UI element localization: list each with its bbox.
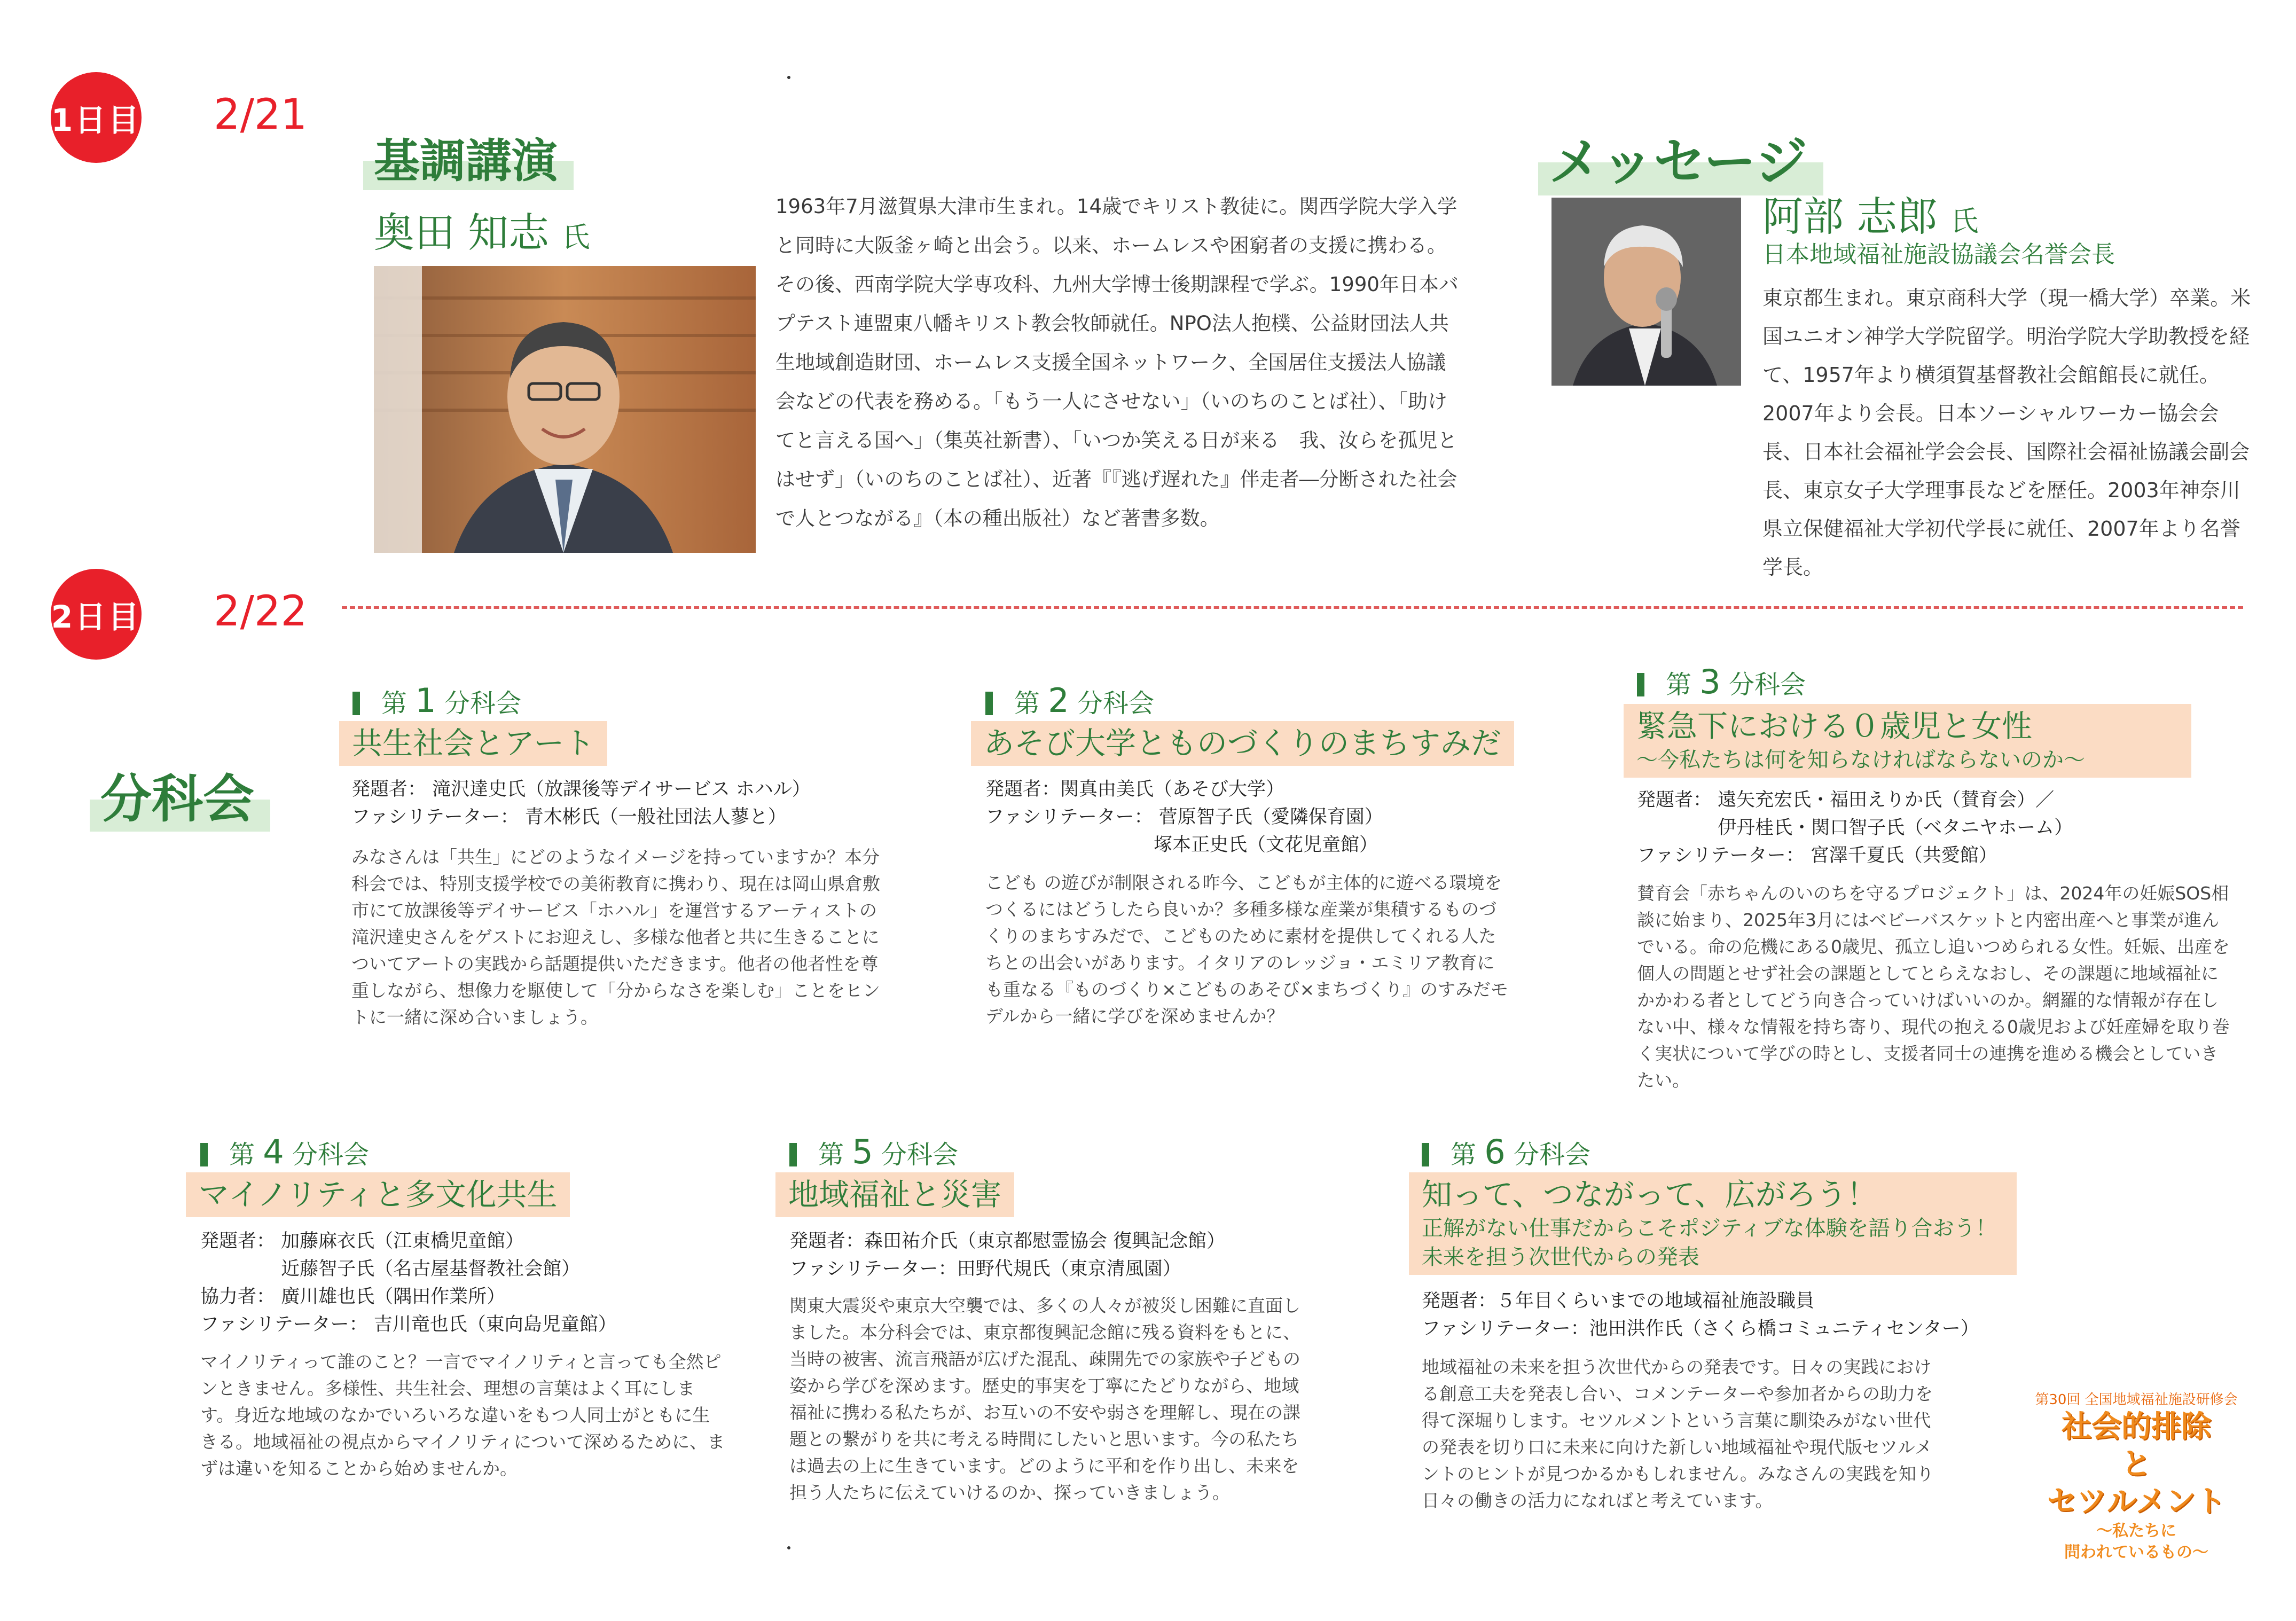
session-6-info: 発題者：５年目くらいまでの地域福祉施設職員 ファシリテーター：池田洪作氏（さくら橋コミュニティセンター） [1422, 1290, 1979, 1340]
decor-dot [787, 76, 790, 79]
session-2-desc: こども の遊びが制限される昨今、こどもが主体的に遊べる環境をつくるにはどうしたら良いか？多種多様な産業が集積するものづくりのまちすみだで、こどものために素材を提供してくれる人たちとの出会いがあります。イタリアのレッジョ・エミリア教育にも重なる『ものづくり×こどものあそび×まちづくり』のすみだモデルから一緒に学びを深めませんか？ [985, 872, 1508, 1027]
keynote-speaker-photo [374, 266, 756, 553]
message-speaker-title: 日本地域福祉施設協議会名誉会長 [1762, 241, 2115, 268]
session-1-title: 共生社会とアート [339, 721, 607, 766]
session-3-title: 緊急下における０歳児と女性 ～今私たちは何を知らなければならないのか～ [1624, 704, 2191, 778]
keynote-speaker-name: 奥田 知志 氏 [374, 209, 590, 256]
message-speaker-photo [1551, 198, 1741, 386]
session-4-title: マイノリティと多文化共生 [186, 1172, 570, 1217]
day2-date: 2/22 [214, 588, 308, 636]
day1-label: 1日目 [51, 102, 142, 138]
message-bio: 東京都生まれ。東京商科大学（現一橋大学）卒業。米国ユニオン神学大学院留学。明治学院大学助教授を経て、1957年より横須賀基督教社会館館長に就任。2007年より会長。日本ソーシャルワーカー協会会長、日本社会福祉学会会長、国際社会福祉協議会副会長、東京女子大学理事長などを歴任。2003年神奈川県立保健福祉大学初代学長に就任、2007年より名誉学長。 [1762, 286, 2251, 579]
session-6-desc: 地域福祉の未来を担う次世代からの発表です。日々の実践における創意工夫を発表し合い、コメンテーターや参加者からの助力を得て深堀りします。セツルメントという言葉に馴染みがない世代の発表を切り口に未来に向けた新しい地域福祉や現代版セツルメントのヒントが見つかるかもしれません。みなさんの実践を知り日々の働きの活力になればと考えています。 [1422, 1357, 1934, 1511]
day1-date: 2/21 [214, 91, 308, 139]
keynote-heading: 基調講演 [374, 124, 558, 190]
session-3-desc: 賛育会「赤ちゃんのいのちを守るプロジェクト」は、2024年の妊娠SOS相談に始まり、2025年3月にはベビーバスケットと内密出産へと事業が進んでいる。命の危機にある0歳児、孤立し追いつめられる女性。妊娠、出産を個人の問題とせず社会の課題としてとらえなおし、その課題に地域福祉にかかわる者としてどう向き合っていけばいいのか。網羅的な情報が存在しない中、様々な情報を持ち寄り、現代の抱える0歳児および妊産婦を取り巻く実状について学びの時とし、支援者同士の連携を進める機会としていきたい。 [1637, 883, 2230, 1091]
session-5-title: 地域福祉と災害 [775, 1172, 1014, 1217]
session-4-info: 発題者： 加藤麻衣氏（江東橋児童館） 近藤智子氏（名古屋基督教社会館） 協力者： 廣川雄也氏（隅田作業所） ファシリテーター： 吉川竜也氏（東向島児童館） [200, 1231, 617, 1335]
session-5-label: 第 5 分科会 [789, 1132, 958, 1171]
session-1-label: 第 1 分科会 [352, 681, 521, 720]
session-5-desc: 関東大震災や東京大空襲では、多くの人々が被災し困難に直面しました。本分科会では、東京都復興記念館に残る資料をもとに、当時の被害、流言飛語が広げた混乱、疎開先での家族や子どもの姿から学びを深めます。歴史的事実を丁寧にたどりながら、地域福祉に携わる私たちが、お互いの不安や弱さを理解し、現在の課題との繋がりを共に考える時間にしたいと思います。今の私たちは過去の上に生きています。どのように平和を作り出し、未来を担う人たちに伝えていけるのか、探っていきましょう。 [789, 1295, 1300, 1503]
day2-label: 2日目 [51, 599, 142, 635]
session-6-title: 知って、つながって、広がろう！ 正解がない仕事だからこそポジティブな体験を語り合おう！ 未来を担う次世代からの発表 [1409, 1172, 2017, 1275]
session-4-label: 第 4 分科会 [200, 1132, 369, 1171]
day1-badge [51, 72, 142, 163]
bunkakai-heading: 分科会 [100, 758, 254, 832]
session-2-info: 発題者：関真由美氏（あそび大学） ファシリテーター： 菅原智子氏（愛隣保育園） 塚本正史氏（文花児童館） [985, 779, 1383, 856]
session-5-info: 発題者：森田祐介氏（東京都慰霊協会 復興記念館） ファシリテーター：田野代規氏（東京清風園） [789, 1231, 1226, 1280]
session-1-desc: みなさんは「共生」にどのようなイメージを持っていますか？本分科会では、特別支援学校での美術教育に携わり、現在は岡山県倉敷市にて放課後等デイサービス「ホハル」を運営するアーティストの滝沢達史さんをゲストにお迎えし、多様な他者と共に生きることについてアートの実践から話題提供いただきます。他者の他者性を尊重しながら、想像力を駆使して「分からなさを楽しむ」ことをヒントに一緒に深め合いましょう。 [351, 847, 880, 1028]
session-2-label: 第 2 分科会 [985, 681, 1154, 720]
session-3-info: 発題者： 遠矢充宏氏・福田えりか氏（賛育会）／ 伊丹桂氏・関口智子氏（ベタニヤホーム） ファシリテーター： 宮澤千夏氏（共愛館） [1637, 789, 2073, 866]
session-2-title: あそび大学とものづくりのまちすみだ [971, 721, 1514, 766]
day2-badge [51, 569, 142, 660]
event-logo: 第30回 全国地域福祉施設研修会 社会的排除 と セツルメント ～私たちに 問われているもの～ [2035, 1392, 2238, 1562]
day-divider [342, 606, 2243, 609]
session-4-desc: マイノリティって誰のこと？一言でマイノリティと言っても全然ピンときません。多様性、共生社会、理想の言葉はよく耳にします。身近な地域のなかでいろいろな違いをもつ人同士がともに生きる。地域福祉の視点からマイノリティについて深めるために、まずは違いを知ることから始めませんか。 [200, 1351, 725, 1479]
session-1-info: 発題者： 滝沢達史氏（放課後等デイサービス ホハル） ファシリテーター： 青木彬氏（一般社団法人蓼と） [351, 779, 811, 828]
session-3-label: 第 3 分科会 [1637, 662, 1806, 701]
decor-dot [787, 1546, 790, 1549]
message-speaker-name: 阿部 志郎 氏 [1762, 193, 1979, 240]
keynote-bio: 1963年7月滋賀県大津市生まれ。14歳でキリスト教徒に。関西学院大学入学と同時に大阪釜ヶ崎と出会う。以来、ホームレスや困窮者の支援に携わる。その後、西南学院大学専攻科、九州大学博士後期課程で学ぶ。1990年日本バプテスト連盟東八幡キリスト教会牧師就任。NPO法人抱樸、公益財団法人共生地域創造財団、ホームレス支援全国ネットワーク、全国居住支援法人協議会などの代表を務める。「もう一人にさせない」（いのちのことば社）、「助けてと言える国へ」（集英社新書）、「いつか笑える日が来る 我、汝らを孤児とはせず」（いのちのことば社）、近著『『逃げ遅れた』伴走者―分断された社会で人とつながる』（本の種出版社）など著書多数。 [775, 195, 1459, 530]
message-heading: メッセージ [1549, 120, 1807, 195]
session-6-label: 第 6 分科会 [1422, 1132, 1590, 1171]
